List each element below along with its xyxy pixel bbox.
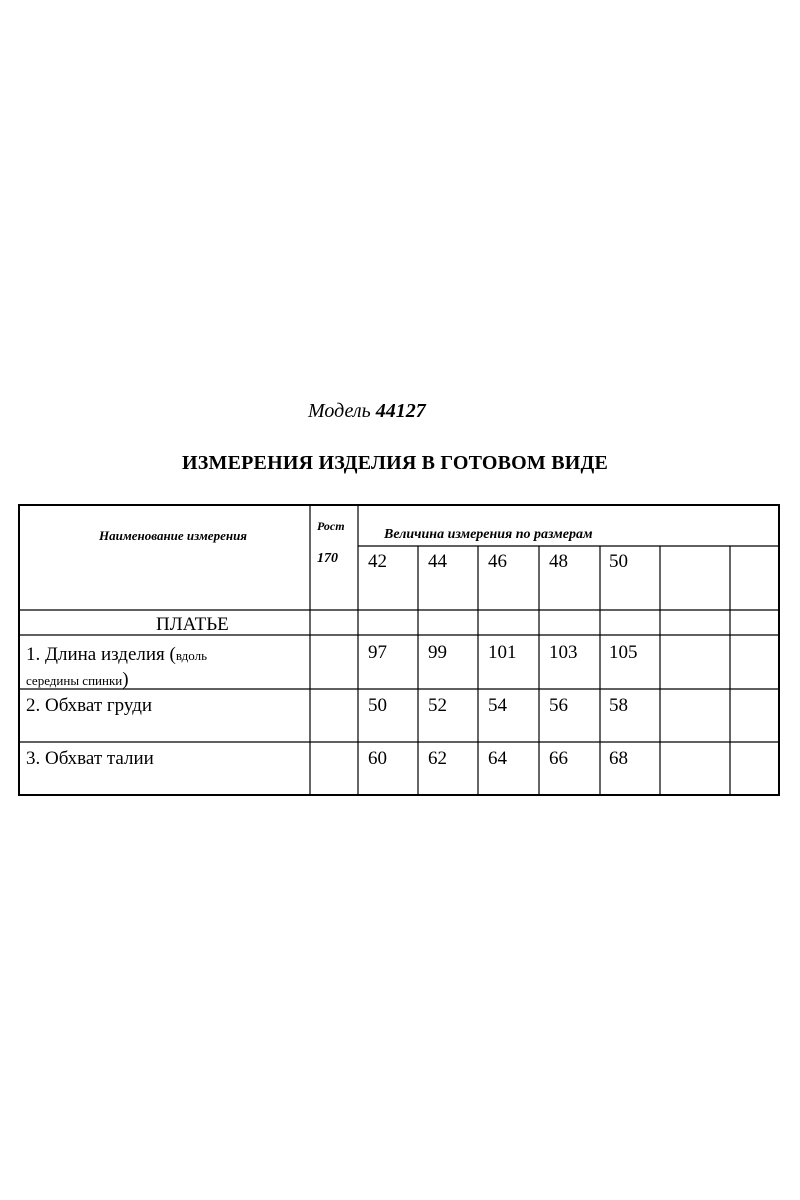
height-value: 170 [317, 551, 338, 566]
model-label [308, 400, 426, 423]
model-number: 44127 [375, 400, 426, 422]
table-cell: 66 [549, 748, 568, 769]
row-note-part: вдоль [175, 648, 208, 663]
row-note-line [26, 670, 129, 689]
size-header: 46 [488, 551, 507, 572]
size-header: 44 [428, 551, 447, 572]
section-title: ПЛАТЬЕ [156, 614, 229, 635]
row-note-close: ) [122, 669, 129, 690]
table-cell: 58 [609, 695, 628, 716]
size-header: 42 [368, 551, 387, 572]
table-cell: 64 [488, 748, 507, 769]
row-name: 3. Обхват талии [26, 748, 154, 769]
table-cell: 52 [428, 695, 447, 716]
model-prefix: Модель [308, 400, 371, 422]
table-cell: 105 [609, 642, 638, 663]
table-cell: 103 [549, 642, 578, 663]
row-name-text: 1. Длина изделия ( [26, 644, 176, 665]
row-name: 2. Обхват груди [26, 695, 153, 716]
table-cell: 68 [609, 748, 628, 769]
column-header-height: Рост [317, 519, 345, 533]
row-note-part: середины спинки [26, 673, 123, 688]
document-title: ИЗМЕРЕНИЯ ИЗДЕЛИЯ В ГОТОВОМ ВИДЕ [182, 452, 608, 474]
column-header-sizes: Величина измерения по размерам [384, 527, 593, 542]
table-cell: 54 [488, 695, 507, 716]
table-cell: 97 [368, 642, 387, 663]
table-cell: 62 [428, 748, 447, 769]
size-header: 48 [549, 551, 568, 572]
table-cell: 99 [428, 642, 447, 663]
size-header: 50 [609, 551, 628, 572]
table-cell: 60 [368, 748, 387, 769]
row-name [26, 645, 207, 664]
column-header-name: Наименование измерения [99, 528, 247, 543]
table-cell: 56 [549, 695, 568, 716]
table-cell: 50 [368, 695, 387, 716]
table-cell: 101 [488, 642, 517, 663]
